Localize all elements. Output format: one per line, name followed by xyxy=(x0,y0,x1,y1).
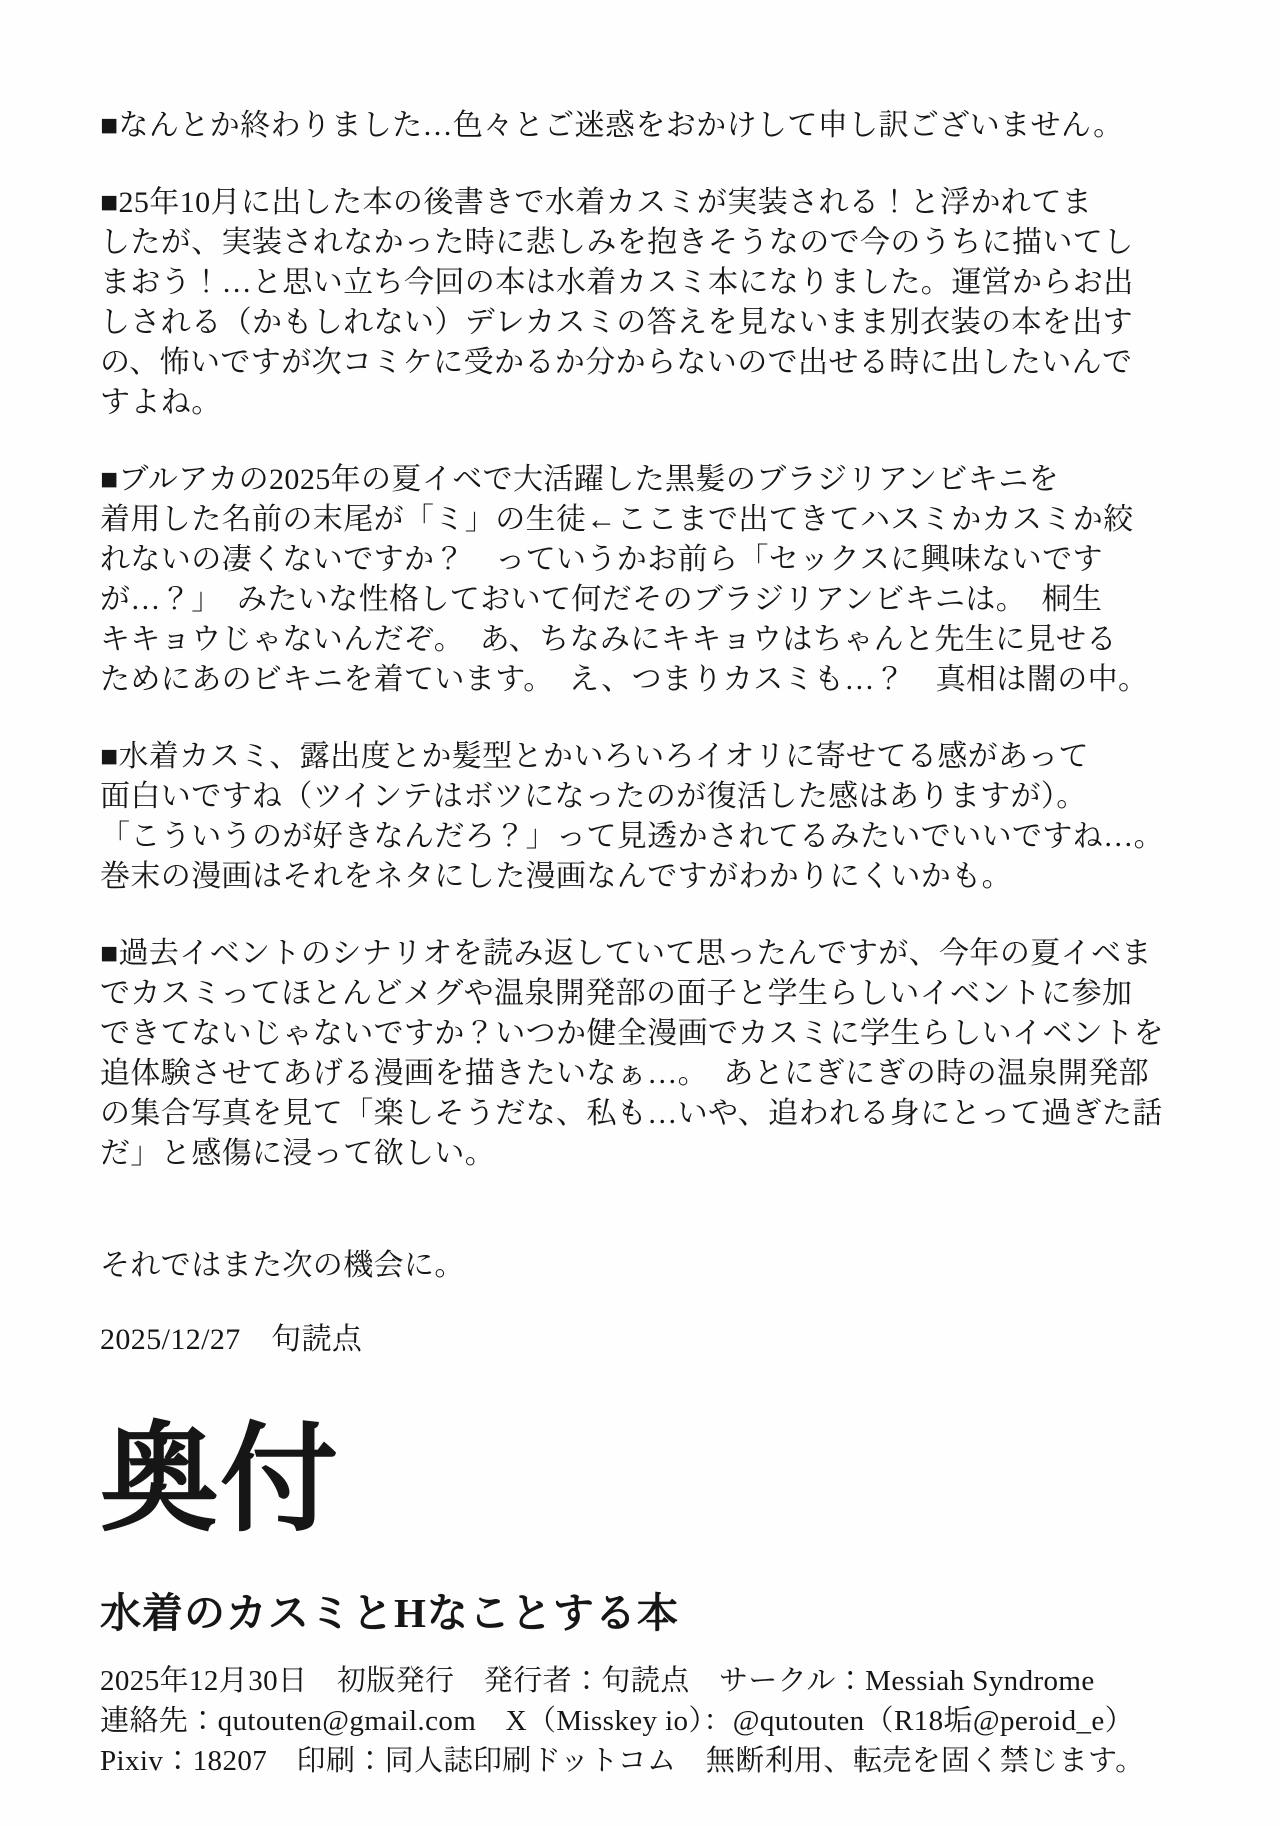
text-line: すよね。 xyxy=(100,386,222,419)
closing-remark xyxy=(100,1246,1196,1286)
text-line: 追体験させてあげる漫画を描きたいなぁ…。 あとにぎにぎの時の温泉開発部 xyxy=(100,1057,1149,1090)
afterword-paragraph xyxy=(100,460,1196,700)
publication-info-line: 2025年12月30日 初版発行 発行者：句読点 サークル：Messiah Syndrome xyxy=(100,1665,1095,1697)
colophon-details xyxy=(100,1661,1196,1781)
text-line: の、怖いですが次コミケに受かるか分からないので出せる時に出したいんで xyxy=(100,346,1133,379)
text-line: 巻末の漫画はそれをネタにした漫画なんですがわかりにくいかも。 xyxy=(100,860,1012,893)
text-line: ■なんとか終わりました…色々とご迷惑をおかけして申し訳ございません。 xyxy=(100,109,1124,142)
text-line: 「こういうのが好きなんだろ？」って見透かされてるみたいでいいですね…。 xyxy=(100,820,1164,853)
text-line: できてないじゃないですか？いつか健全漫画でカスミに学生らしいイベントを xyxy=(100,1017,1164,1050)
book-title: 水着のカスミとHなことする本 xyxy=(100,1590,679,1636)
afterword-paragraph xyxy=(100,106,1196,146)
text-line: キキョウじゃないんだぞ。 あ、ちなみにキキョウはちゃんと先生に見せる xyxy=(100,623,1117,656)
text-line: 着用した名前の末尾が「ミ」の生徒←ここまで出てきてハスミかカスミか絞 xyxy=(100,503,1134,536)
afterword-section xyxy=(100,106,1196,1360)
text-line: の集合写真を見て「楽しそうだな、私も…いや、追われる身にとって過ぎた話 xyxy=(100,1097,1163,1130)
text-line: でカスミってほとんどメグや温泉開発部の面子と学生らしいイベントに参加 xyxy=(100,977,1133,1010)
colophon-heading: 奥付 xyxy=(100,1415,341,1546)
text-line: 2025/12/27 句読点 xyxy=(100,1323,363,1356)
text-line: が…？」 みたいな性格しておいて何だそのブラジリアンビキニは。 桐生 xyxy=(100,583,1103,616)
text-line: ■過去イベントのシナリオを読み返していて思ったんですが、今年の夏イベま xyxy=(100,937,1152,970)
text-line: 面白いですね（ツインテはボツになったのが復活した感はありますが）。 xyxy=(100,780,1087,813)
afterword-paragraph xyxy=(100,737,1196,897)
date-signature xyxy=(100,1320,1196,1360)
colophon-section xyxy=(100,1415,1196,1781)
text-line: ■水着カスミ、露出度とか髪型とかいろいろイオリに寄せてる感があって xyxy=(100,740,1089,773)
print-info-line: Pixiv：18207 印刷：同人誌印刷ドットコム 無断利用、転売を固く禁じます。 xyxy=(100,1745,1145,1777)
text-line: れないの凄くないですか？ っていうかお前ら「セックスに興味ないです xyxy=(100,543,1103,576)
afterword-paragraph xyxy=(100,183,1196,423)
text-line: しされる（かもしれない）デレカスミの答えを見ないまま別衣装の本を出す xyxy=(100,306,1133,339)
text-line: それではまた次の機会に。 xyxy=(100,1249,465,1282)
text-line: まおう！…と思い立ち今回の本は水着カスミ本になりました。運営からお出 xyxy=(100,266,1134,299)
contact-info-line: 連絡先：qutouten@gmail.com X（Misskey io）：@qutouten（R18垢@peroid_e） xyxy=(100,1705,1135,1737)
text-line: ■ブルアカの2025年の夏イベで大活躍した黒髪のブラジリアンビキニを xyxy=(100,463,1060,496)
afterword-paragraph xyxy=(100,934,1196,1174)
text-line: したが、実装されなかった時に悲しみを抱きそうなので今のうちに描いてし xyxy=(100,226,1134,259)
text-line: ためにあのビキニを着ています。 え、つまりカスミも…？ 真相は闇の中。 xyxy=(100,663,1149,696)
text-line: ■25年10月に出した本の後書きで水着カスミが実装される！と浮かれてま xyxy=(100,186,1093,219)
text-line: だ」と感傷に浸って欲しい。 xyxy=(100,1137,496,1170)
